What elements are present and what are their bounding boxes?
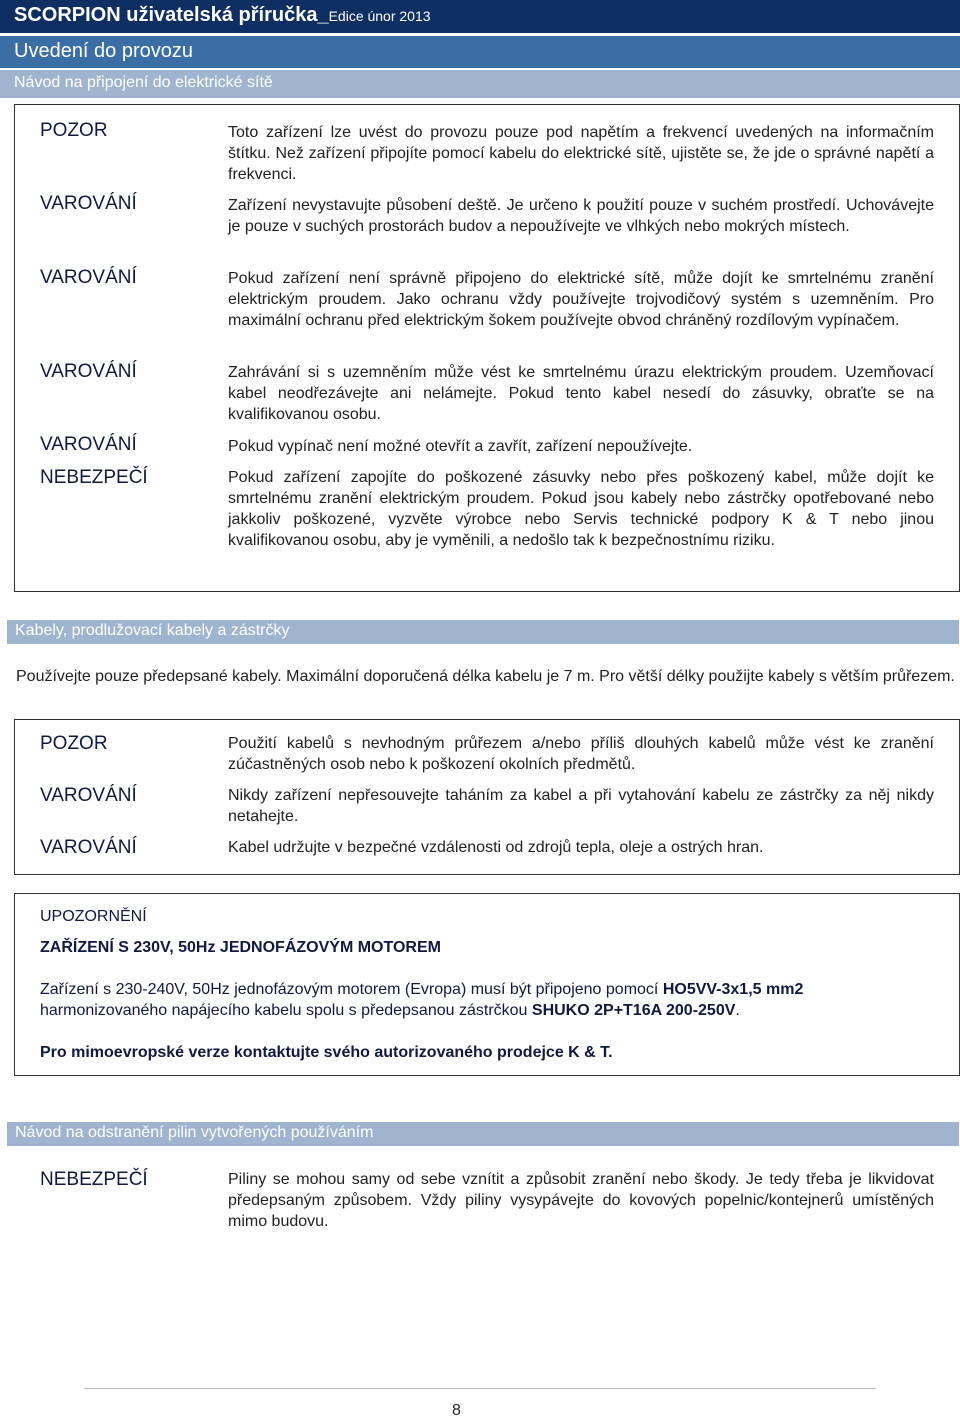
cables-intro: Používejte pouze předepsané kabely. Maximální doporučená délka kabelu je 7 m. Pro větší délky použijte kabely s větším průřezem. [16, 668, 955, 685]
cables-text: Použití kabelů s nevhodným průřezem a/nebo příliš dlouhých kabelů může vést ke zranění zúčastněných osob nebo k poškození okolních předmětů. [228, 735, 934, 773]
safety-text: Zahrávání si s uzemněním může vést ke smrtelnému úrazu elektrickým proudem. Uzemňovací kabel neodřezávejte ani nelámejte. Pokud tento kabel nesedí do zásuvky, obraťte se na kvalifikovanou osobu. [228, 364, 934, 423]
document-title: SCORPION uživatelská příručka_Edice únor 2013 [14, 4, 431, 26]
notice-heading: UPOZORNĚNÍ [40, 908, 147, 925]
label-varovani: VAROVÁNÍ [40, 837, 137, 858]
safety-text: Toto zařízení lze uvést do provozu pouze pod napětím a frekvencí uvedených na informačním štítku. Než zařízení připojíte pomocí kabelu do elektrické sítě, ujistěte se, že jde o správné napětí a frekvenci. [228, 124, 934, 183]
label-nebezpeci: NEBEZPEČÍ [40, 467, 148, 488]
safety-text: Zařízení nevystavujte působení deště. Je určeno k použití pouze v suchém prostředí. Uchovávejte je pouze v suchých prostorách budov a nepoužívejte ve vlhkých nebo mokrých místech. [228, 197, 934, 235]
label-varovani: VAROVÁNÍ [40, 193, 137, 214]
section-band-chips [7, 1122, 959, 1146]
section-band-cables [7, 620, 959, 644]
label-varovani: VAROVÁNÍ [40, 785, 137, 806]
label-varovani: VAROVÁNÍ [40, 361, 137, 382]
section-band-title: Návod na odstranění pilin vytvořených používáním [15, 1124, 374, 1141]
section-band-title: Kabely, prodlužovací kabely a zástrčky [15, 622, 290, 639]
safety-text: Pokud zařízení není správně připojeno do elektrické sítě, může dojít ke smrtelnému zranění elektrickým proudem. Jako ochranu vždy používejte trojvodičový systém s uzemněním. Pro maximální ochranu před elektrickým šokem používejte obvod chráněný rozdílovým vypínačem. [228, 270, 934, 329]
notice-contact: Pro mimoevropské verze kontaktujte svého autorizovaného prodejce K & T. [40, 1044, 613, 1061]
plug-spec: SHUKO 2P+T16A 200-250V [531, 1002, 736, 1019]
cable-spec: HO5VV-3x1,5 mm2 [662, 981, 804, 998]
cables-text: Nikdy zařízení nepřesouvejte taháním za kabel a při vytahování kabelu ze zástrčky za něj nikdy netahejte. [228, 787, 934, 825]
notice-paragraph: Zařízení s 230-240V, 50Hz jednofázovým motorem (Evropa) musí být připojeno pomocí HO5VV-3x1,5 mm2 harmonizovaného napájecího kabelu spolu s předepsanou zástrčkou SHUKO 2P+T16A 200-250V. [40, 981, 804, 1019]
footer-divider [84, 1388, 876, 1389]
section-title: Uvedení do provozu [14, 40, 194, 62]
cables-text: Kabel udržujte v bezpečné vzdálenosti od zdrojů tepla, oleje a ostrých hran. [228, 839, 764, 856]
chips-text: Piliny se mohou samy od sebe vznítit a způsobit zranění nebo škody. Je tedy třeba je likvidovat předepsaným způsobem. Vždy piliny vysypávejte do kovových popelnic/kontejnerů umístěných mimo budovu. [228, 1171, 934, 1230]
page-number: 8 [452, 1402, 461, 1419]
label-pozor: POZOR [40, 120, 108, 141]
safety-text: Pokud vypínač není možné otevřít a zavřít, zařízení nepoužívejte. [228, 438, 693, 455]
notice-subheading: ZAŘÍZENÍ S 230V, 50Hz JEDNOFÁZOVÝM MOTOREM [40, 939, 441, 956]
label-varovani: VAROVÁNÍ [40, 434, 137, 455]
label-varovani: VAROVÁNÍ [40, 267, 137, 288]
section-subtitle: Návod na připojení do elektrické sítě [14, 74, 273, 91]
safety-text: Pokud zařízení zapojíte do poškozené zásuvky nebo přes poškozený kabel, může dojít ke smrtelnému zranění elektrickým proudem. Pokud jsou kabely nebo zástrčky opotřebované nebo jakkoliv poškozené, vyzvěte výrobce nebo Servis technické podpory K & T nebo jinou kvalifikovanou osobu, aby je vyměnili, a nedošlo tak k bezpečnostnímu riziku. [228, 469, 934, 549]
document-header [0, 0, 960, 33]
edition-label: Edice únor 2013 [328, 8, 431, 24]
label-nebezpeci: NEBEZPEČÍ [40, 1169, 148, 1190]
label-pozor: POZOR [40, 733, 108, 754]
section-subtitle-bar [0, 70, 960, 98]
section-title-bar [0, 36, 960, 68]
